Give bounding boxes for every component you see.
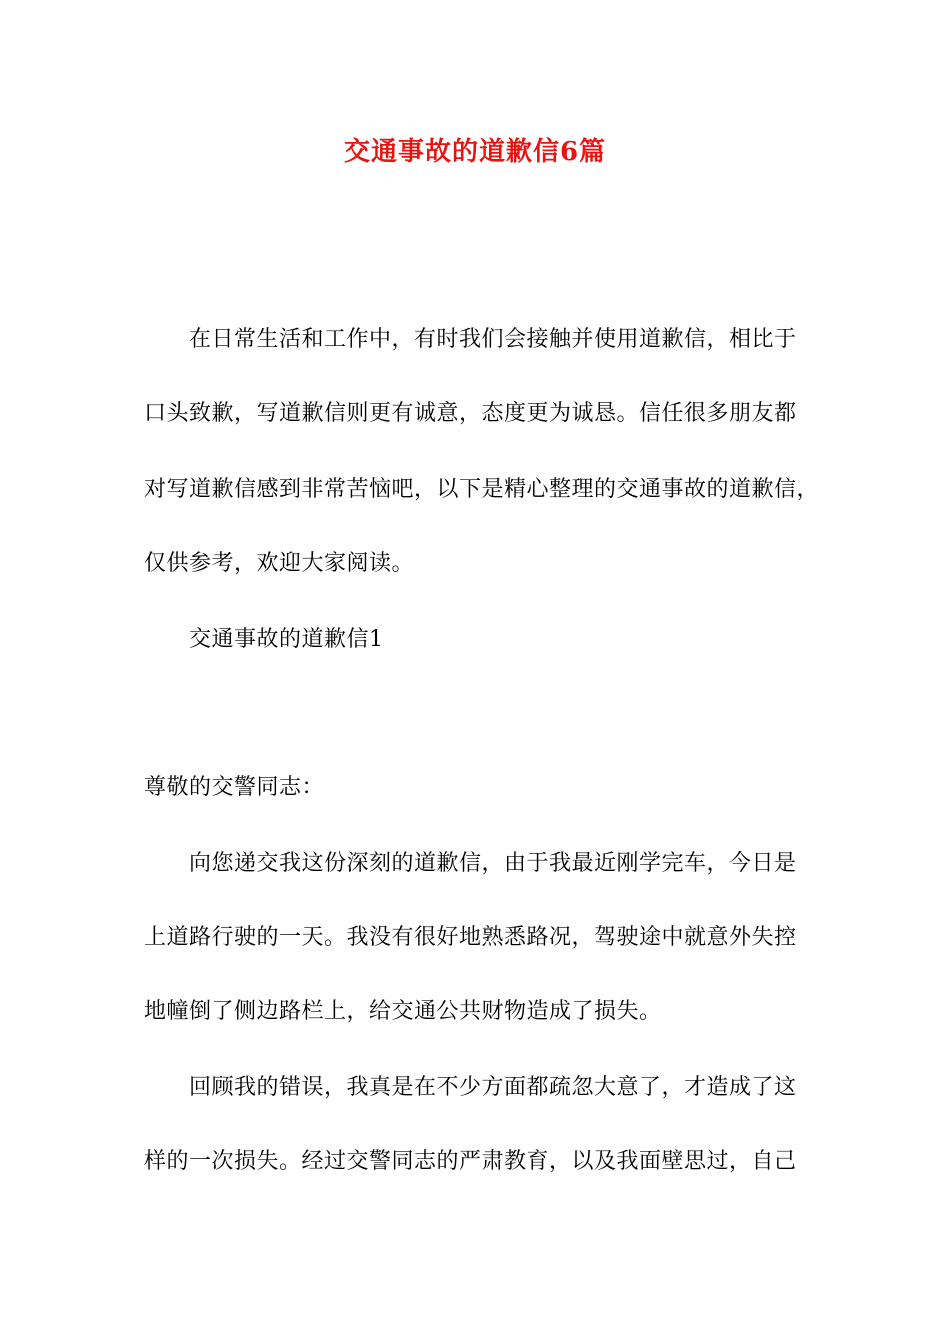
body-line-3: 地幢倒了侧边路栏上，给交通公共财物造成了损失。 [144, 999, 662, 1024]
body-line-1: 向您递交我这份深刻的道歉信，由于我最近刚学完车，今日是 [189, 851, 797, 876]
intro-line-3: 对写道歉信感到非常苦恼吧，以下是精心整理的交通事故的道歉信， [144, 477, 820, 502]
intro-line-1: 在日常生活和工作中，有时我们会接触并使用道歉信，相比于 [189, 327, 797, 352]
section-heading: 交通事故的道歉信1 [189, 627, 384, 652]
intro-line-4: 仅供参考，欢迎大家阅读。 [144, 551, 415, 576]
body-line-5: 样的一次损失。经过交警同志的严肃教育，以及我面壁思过，自己 [144, 1149, 797, 1174]
intro-line-2: 口头致歉，写道歉信则更有诚意，态度更为诚恳。信任很多朋友都 [144, 401, 797, 426]
body-line-4: 回顾我的错误，我真是在不少方面都疏忽大意了，才造成了这 [189, 1075, 797, 1100]
salutation: 尊敬的交警同志： [144, 775, 325, 800]
body-line-2: 上道路行驶的一天。我没有很好地熟悉路况，驾驶途中就意外失控 [144, 925, 797, 950]
document-title: 交通事故的道歉信6篇 [343, 137, 607, 167]
